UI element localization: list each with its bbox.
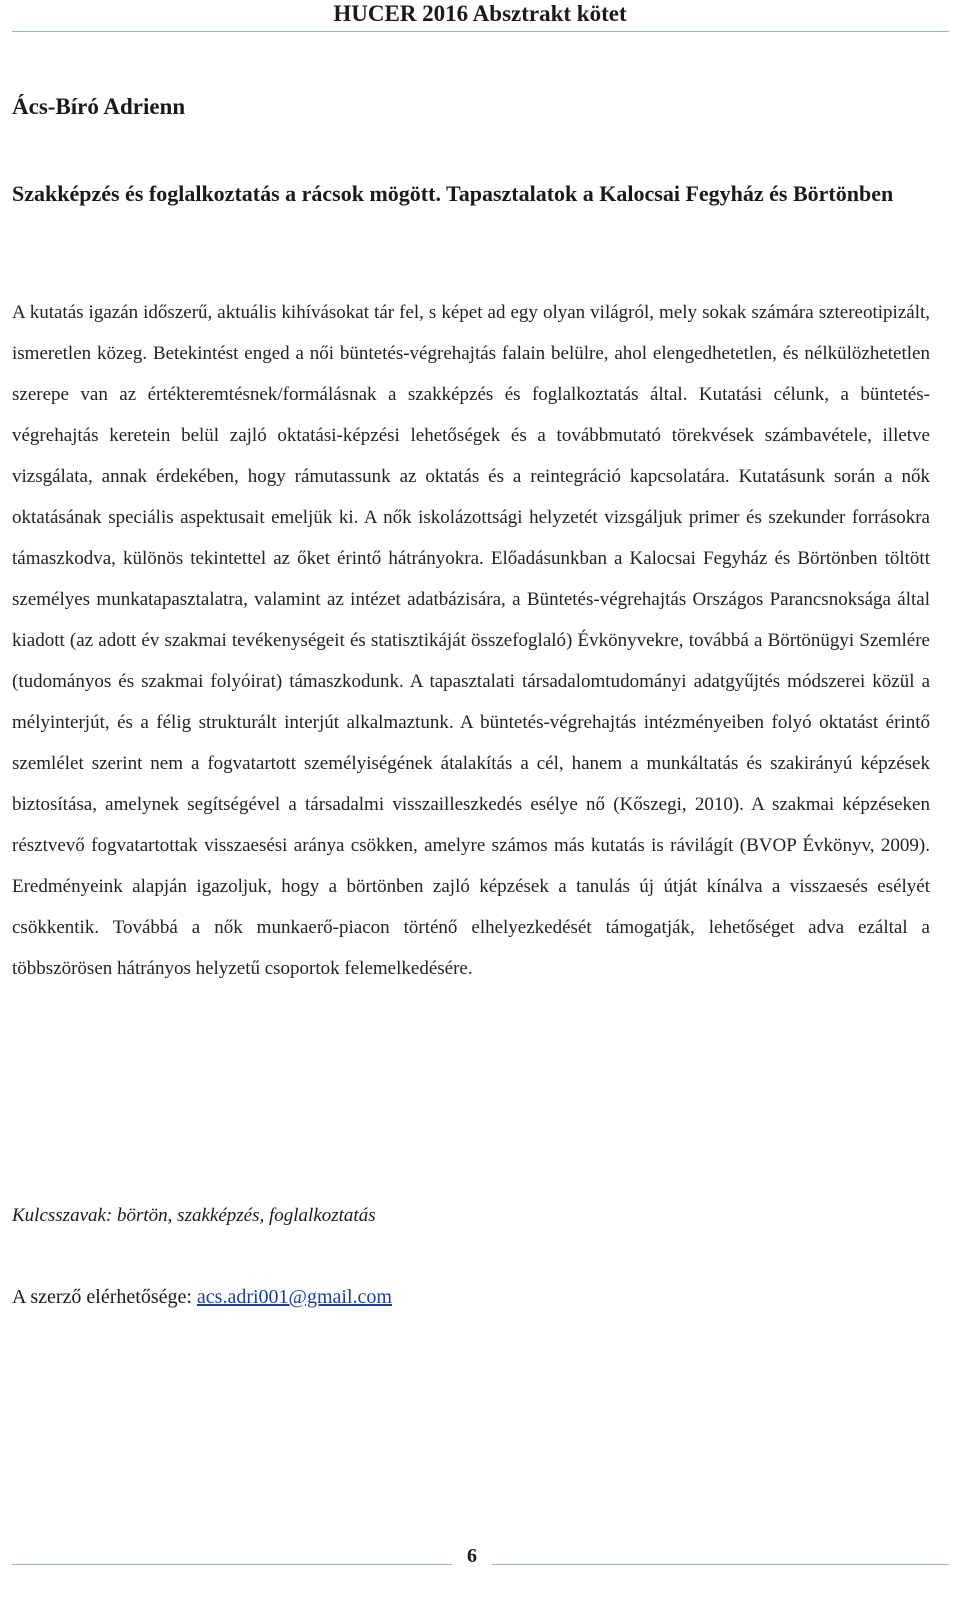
header-divider [12,31,949,32]
author-name: Ács-Bíró Adrienn [12,94,186,119]
keywords: Kulcsszavak: börtön, szakképzés, foglalkoztatás [12,1205,376,1226]
contact-label: A szerző elérhetősége: [12,1286,197,1308]
email-link[interactable]: acs.adri001@gmail.com [196,1286,392,1308]
author-contact [12,1277,392,1318]
abstract-body: A kutatás igazán időszerű, aktuális kihívásokat tár fel, s képet ad egy olyan világról, mely sokak számára sztereotipizált, ismeretlen közeg. Betekintést enged a női büntetés-végrehajtás falain belülre, ahol elengedhetetlen, és nélkülözhetetlen szerepe van az értékteremtésnek/formálásnak a szakképzés és foglalkoztatás által. Kutatási célunk, a büntetés-végrehajtás keretein belül zajló oktatási-képzési lehetőségek és a továbbmutató törekvések számbavétele, illetve vizsgálata, annak érdekében, hogy rámutassunk az oktatás és a reintegráció kapcsolatára. Kutatásunk során a nők oktatásának speciális aspektusait emeljük ki. A nők iskolázottsági helyzetét vizsgáljuk primer és szekunder forrásokra támaszkodva, különös tekintettel az őket érintő hátrányokra. Előadásunkban a Kalocsai Fegyház és Börtönben töltött személyes munkatapasztalatra, valamint az intézet adatbázisára, a Büntetés-végrehajtás Országos Parancsnoksága által kiadott (az adott év szakmai tevékenységeit és statisztikáját összefoglaló) Évkönyvekre, továbbá a Börtönügyi Szemlére (tudományos és szakmai folyóirat) támaszkodunk. A tapasztalati társadalomtudományi adatgyűjtés módszerei közül a mélyinterjút, és a félig strukturált interjút alkalmaztunk. A büntetés-végrehajtás intézményeiben folyó oktatást érintő szemlélet szerint nem a fogvatartott személyiségének átalakítás a cél, hanem a munkáltatás és szakirányú képzések biztosítása, amelynek segítségével a társadalmi visszailleszkedés esélye nő (Kőszegi, 2010). A szakmai képzéseken résztvevő fogvatartottak visszaesési aránya csökken, amelyre számos más kutatás is rávilágít (BVOP Évkönyv, 2009). Eredményeink alapján igazoljuk, hogy a börtönben zajló képzések a tanulás új útját kínálva a visszaesés esélyét csökkentik. Továbbá a nők munkaerő-piacon történő elhelyezkedését támogatják, lehetőséget adva ezáltal a többszörösen hátrányos helyzetű csoportok felemelkedésére. [12,302,930,979]
running-header: HUCER 2016 Absztrakt kötet [333,1,627,26]
page-number: 6 [452,1543,492,1569]
paper-title: Szakképzés és foglalkoztatás a rácsok mögött. Tapasztalatok a Kalocsai Fegyház és Börtönben [12,181,894,206]
